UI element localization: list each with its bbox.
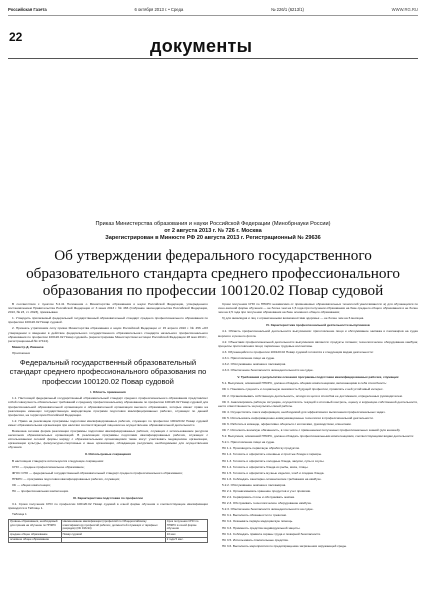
table-cell: Уровень образования, необходимый для приема на обучение по ППКРС	[9, 519, 62, 532]
section-heading: V. Требования к результатам освоения программы подготовки квалифицированных рабочих, служащих	[237, 375, 399, 380]
site-link[interactable]: WWW.RG.RU	[391, 6, 418, 12]
section-heading: II. Используемые сокращения	[85, 452, 131, 457]
paper-name: Российская Газета	[8, 6, 47, 12]
paragraph: ОК 2. Организовывать собственную деятельность, исходя из цели и способов ее достижения, определенных руководителем.	[222, 393, 403, 398]
order-issuer: Приказ Министерства образования и науки Российской Федерации (Минобрнауки России)	[95, 221, 331, 227]
duration-table	[8, 519, 208, 544]
paragraph: 4.3.2. Обслуживание экипажа и пассажиров.	[222, 362, 287, 367]
paragraph: ОК 3. Анализировать рабочую ситуацию, осуществлять текущий и итоговый контроль, оценку и коррекцию собственной деятельности, нести ответственность за результаты своей работы.	[218, 399, 418, 408]
paragraph: Возможна сетевая форма реализации программы подготовки квалифицированных рабочих, служащих с использованием ресурсов нескольких образовательных организаций. В реализации программы подготовки квалифицированных рабочих, служащих с использованием сетевой формы наряду с образовательными организациями также могут участвовать медицинские организации, организации культуры, физкультурно-спортивные и иные организации, обладающие ресурсами, необходимыми для осуществления обучения.	[8, 429, 208, 450]
paragraph: ПК 2.2. Сервировать столы и обслуживать экипаж.	[222, 495, 295, 500]
order-header	[40, 221, 386, 242]
paragraph: 2. Признать утратившим силу приказ Министерства образования и науки Российской Федерации от 15 апреля 2010 г. № 456 «Об утверждении и введении в действие федерального государственного образовательного стандарта начального профессионального образования по профессии 100120.02 Повар судовой» (зарегистрирован Министерством юстиции Российской Федерации 28 мая 2010 г., регистрационный № 17414).	[8, 326, 208, 343]
paragraph: СПО — среднее профессиональное образование;	[12, 464, 85, 469]
table-cell: Наименование квалификации (профессий по Общероссийскому классификатору профессий рабочих, должностей служащих и тарифных разрядов) (ОК 016-94)	[61, 519, 165, 532]
column-right	[218, 302, 418, 594]
section-heading: III. Характеристика подготовки по профессии	[73, 496, 143, 501]
paragraph: ФГОС СПО — федеральный государственный образовательный стандарт среднего профессионального образования;	[12, 470, 183, 475]
paragraph: В соответствии с пунктом 5.2.41 Положения о Министерстве образования и науки Российской Федерации, утвержденного постановлением Правительства Российской Федерации от 3 июня 2013 г. № 466 (Собрание законодательства Российской Федерации, 2013, № 23, ст. 2923), приказываю:	[8, 302, 208, 315]
section-heading: I. Область применения	[90, 390, 126, 395]
table-cell: 2 года 5 мес.	[165, 537, 207, 543]
paragraph: ПК 3.4. Соблюдать правила охраны труда и пожарной безопасности.	[222, 531, 322, 536]
paragraph: 5.2. Выпускник, освоивший ППКРС, должен обладать профессиональными компетенциями, соответствующими видам деятельности:	[222, 434, 415, 439]
paragraph: ПК 3.3. Применять средства индивидуальной защиты.	[222, 525, 301, 530]
masthead-bar	[8, 4, 418, 14]
paragraph: ПК 3.5. Использовать спасательные средства.	[222, 537, 289, 542]
paragraph: 4.1. Область профессиональной деятельности выпускников: приготовление пищи и обслуживание экипажа и пассажиров на судах морского и речного флота.	[218, 329, 418, 338]
table-cell: среднее общее образование	[9, 532, 62, 538]
issue-number: № 226/1 (6213/1)	[271, 6, 304, 12]
appendix-label: Приложение	[12, 350, 31, 355]
table-cell: 10 мес.	[165, 532, 207, 538]
table-cell: Повар судовой	[61, 532, 165, 538]
table-cell: Срок получения СПО по ППКРС в очной форме обучения	[165, 519, 207, 532]
paragraph: Сроки получения СПО по ППКРС независимо от применяемых образовательных технологий увеличиваются: а) для обучающихся по очно-заочной форме обучения — не более чем на 1,5 года при получении образования на базе среднего общего образования и не более чем на 2,5 года при получении образования на базе основного общего образования;	[218, 302, 418, 315]
paragraph: ПК 1.3. Готовить и оформлять холодные блюда, закуски, супы и соусы.	[222, 458, 325, 463]
paragraph: ПК 3.1. Выполнять обязанности по тревогам.	[222, 513, 287, 518]
table-row	[9, 537, 208, 543]
issue-date: 6 октября 2013 г. • Среда	[134, 6, 184, 12]
section-title: документы	[150, 36, 253, 56]
paragraph: 5.1. Выпускник, освоивший ППКРС, должен обладать общими компетенциями, включающими в себя способность:	[222, 381, 387, 386]
paragraph: ОК 7. Исполнять воинскую обязанность, в том числе с применением полученных профессиональных знаний (для юношей).	[222, 428, 401, 433]
paragraph: ПК 3.6. Выполнять мероприятия по предотвращению загрязнения окружающей среды.	[222, 543, 348, 548]
section-heading: IV. Характеристика профессиональной деятельности выпускников	[266, 323, 370, 328]
paragraph: ПК 1.4. Готовить и оформлять блюда из рыбы, мяса, птицы.	[222, 464, 309, 469]
paragraph: ПК 1.2. Готовить и оформлять основные и простые блюда и гарниры.	[222, 452, 322, 457]
article-body	[8, 302, 418, 594]
paragraph: ППКРС — программа подготовки квалифицированных рабочих, служащих;	[12, 476, 121, 481]
table-cell	[61, 537, 165, 543]
paragraph: ПК — профессиональная компетенция.	[12, 489, 69, 494]
paragraph: ОК — общая компетенция;	[12, 482, 51, 487]
paragraph: 4.2. Объектами профессиональной деятельности выпускников являются: продукты питания; технологическое оборудование камбуза; процессы приготовления пищи; первичные трудовые коллективы.	[218, 339, 418, 348]
paragraph: б) для инвалидов и лиц с ограниченными возможностями здоровья — не более чем на 6 месяцев.	[222, 316, 365, 321]
paragraph: ОК 6. Работать в команде, эффективно общаться с коллегами, руководством, клиентами.	[222, 421, 352, 426]
paragraph: ОК 5. Использовать информационно-коммуникационные технологии в профессиональной деятельности.	[222, 415, 374, 420]
paragraph: ПК 3.2. Оказывать первую медицинскую помощь.	[222, 519, 294, 524]
paragraph: 4.3.1. Приготовление пищи на судне.	[222, 355, 276, 360]
document-headline: Об утверждении федерального государственного образовательного стандарта среднего профессионального образования по профессии 100120.02 Повар судовой	[26, 247, 400, 299]
minister-signature: Министр Д. Ливанов	[12, 344, 44, 349]
paragraph: 1. Утвердить прилагаемый федеральный государственный образовательный стандарт среднего профессионального образования по профессии 100120.02 Повар судовой.	[8, 316, 208, 325]
paragraph: ПК 2.1. Организовывать хранение продуктов и учет провизии.	[222, 489, 312, 493]
column-left	[8, 302, 208, 594]
page-number: 22	[9, 30, 23, 44]
paragraph: В настоящем стандарте используются следующие сокращения:	[12, 458, 104, 463]
section-divider	[8, 58, 418, 59]
paragraph: ПК 1.1. Производить первичную обработку продуктов.	[222, 446, 300, 451]
paragraph: 4.3.3. Обеспечение безопасности жизнедеятельности на судне.	[222, 368, 314, 373]
paragraph: 5.2.2. Обслуживание экипажа и пассажиров.	[222, 482, 287, 487]
paragraph: 1.1. Настоящий федеральный государственный образовательный стандарт среднего профессионального образования представляет собой совокупность обязательных требований к среднему профессиональному образованию по профессии 100120.02 Повар судовой для профессиональной образовательной организации и образовательной организации высшего образования, которые имеют право на реализацию имеющих государственную аккредитацию программ подготовки квалифицированных рабочих, служащих по данной профессии, на территории Российской Федерации.	[8, 396, 208, 417]
order-date-number: от 2 августа 2013 г. № 726 г. Москва	[164, 228, 262, 234]
paragraph: 5.2.3. Обеспечение безопасности жизнедеятельности на судне.	[222, 507, 314, 512]
order-registration: Зарегистрирован в Минюсте РФ 20 августа 2013 г. Регистрационный № 29636	[105, 235, 321, 241]
masthead-divider	[8, 15, 418, 16]
table-cell: основное общее образование	[9, 537, 62, 543]
table-row	[9, 519, 208, 532]
paragraph: ОК 4. Осуществлять поиск информации, необходимой для эффективного выполнения профессиональных задач.	[222, 409, 386, 414]
paragraph: 4.3. Обучающийся по профессии 100120.02 Повар судовой готовится к следующим видам деятельности:	[222, 349, 374, 354]
paragraph: ПК 1.5. Готовить и оформлять мучные изделия, хлеб и сладкие блюда.	[222, 470, 325, 475]
paragraph: ПК 1.6. Соблюдать санитарно-гигиенические требования на камбузе.	[222, 476, 322, 481]
standard-title: Федеральный государственный образовательный стандарт среднего профессионального образования по профессии 100120.02 Повар судовой	[9, 358, 207, 386]
paragraph: 3.1. Сроки получения СПО по профессии 100120.02 Повар судовой в очной форме обучения и соответствующие квалификации приводятся в Таблице 1.	[8, 502, 208, 511]
paragraph: 5.2.1. Приготовление пищи на судне.	[222, 440, 276, 445]
paragraph: ОК 1. Понимать сущность и социальную значимость будущей профессии, проявлять к ней устойчивый интерес.	[222, 387, 384, 392]
paragraph: 1.2. Право на реализацию программы подготовки квалифицированных рабочих, служащих по профессии 100120.02 Повар судовой имеет образовательная организация при наличии соответствующей лицензии на осуществление образовательной деятельности.	[8, 418, 208, 427]
table-caption: Таблица 1	[12, 512, 27, 517]
paragraph: ПК 2.3. Обслуживать технологическое оборудование камбуза.	[222, 501, 312, 506]
